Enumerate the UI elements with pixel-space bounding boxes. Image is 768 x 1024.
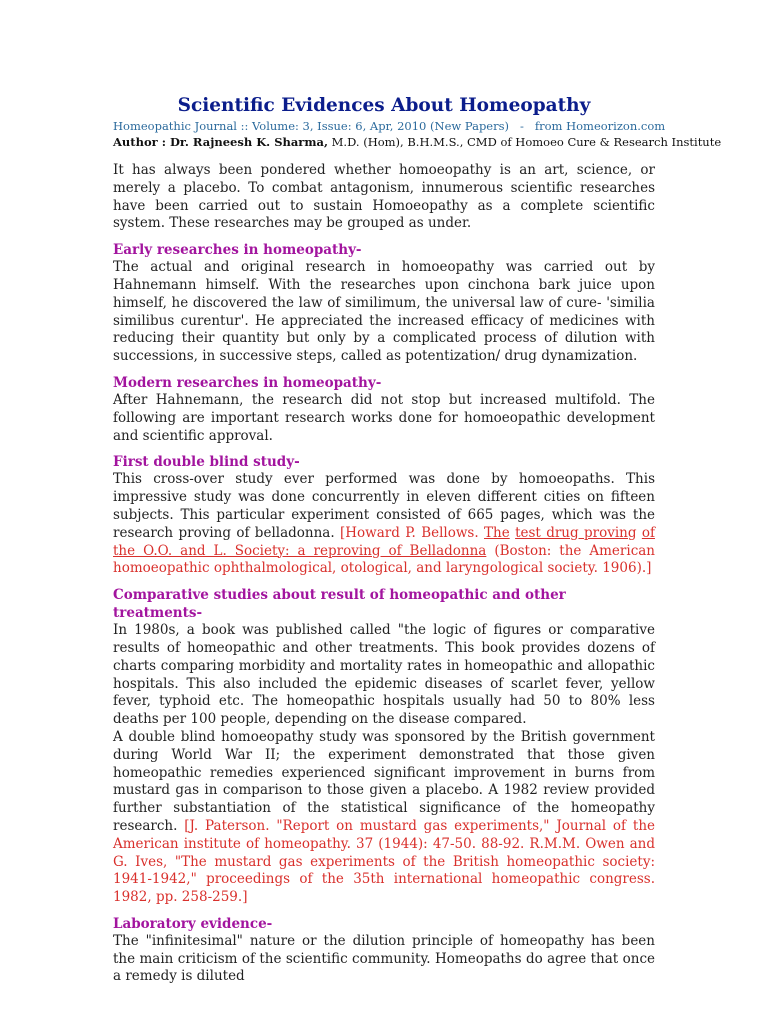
- mustard-gas-text: A double blind homoeopathy study was sponsored by the British government during World War II; the experiment demonstrated that those given homeopathic remedies experienced significant improvement in burns from mustard gas in comparison to those given a placebo. A 1982 review provided further substantiation of the statistical significance of the homeopathy research.: [113, 728, 655, 834]
- section-body-early: The actual and original research in homoeopathy was carried out by Hahnemann himself. With the researches upon cinchona bark juice upon himself, he discovered the law of similimum, the universal law of cure- 'similia similibus curentur'. He appreciated the increased efficacy of medicines with reducing their quantity but only by a complicated process of dilution with successions, in successive steps, called as potentization/ drug dynamization.: [113, 259, 655, 365]
- source-site: from Homeorizon.com: [534, 119, 666, 133]
- ref-author: [Howard P. Bellows.: [339, 524, 479, 541]
- section-heading-early: Early researches in homeopathy-: [113, 242, 362, 259]
- ref-publisher: (Boston: the American homoeopathic ophthalmological, otological, and laryngological society. 1906).]: [113, 542, 655, 577]
- paterson-reference: [J. Paterson. "Report on mustard gas experiments," Journal of the American institute of homeopathy. 37 (1944): 47-50. 88-92. R.M.M. Owen and G. Ives, "The mustard gas experiments of the British homeopathic society: 1941-1942," proceedings of the 35th international homeopathic congress. 1982, pp. 258-259.]: [113, 817, 656, 906]
- meta-separator: -: [519, 119, 524, 133]
- ref-link-the[interactable]: The: [484, 524, 510, 541]
- section-heading-double-blind: First double blind study-: [113, 454, 300, 471]
- section-body-comparative-2: [113, 729, 655, 907]
- double-blind-text: This cross-over study ever performed was done by homoeopaths. This impressive study was done concurrently in eleven different cities on fifteen subjects. This particular experiment consisted of 665 pages, which was the research proving of belladonna.: [113, 471, 655, 541]
- section-heading-modern: Modern researches in homeopathy-: [113, 374, 382, 391]
- section-heading-laboratory: Laboratory evidence-: [113, 915, 273, 932]
- ref-link-test-drug-proving[interactable]: test drug proving: [515, 524, 637, 541]
- section-body-comparative: In 1980s, a book was published called "the logic of figures or comparative results of homeopathic and other treatments. This book provides dozens of charts comparing morbidity and mortality rates in homeopathic and allopathic hospitals. This also included the epidemic diseases of scarlet fever, yellow fever, typhoid etc. The homeopathic hospitals usually had 50 to 80% less deaths per 100 people, depending on the disease compared.: [113, 622, 655, 728]
- section-heading-comparative: Comparative studies about result of homeopathic and other treatments-: [113, 587, 566, 622]
- journal-info: Homeopathic Journal :: Volume: 3, Issue: 6, Apr, 2010 (New Papers): [113, 119, 510, 133]
- author-line: [113, 134, 722, 150]
- ref-link-of[interactable]: of: [641, 524, 655, 541]
- author-credentials: M.D. (Hom), B.H.M.S., CMD of Homoeo Cure & Research Institute: [331, 135, 722, 149]
- article-title: Scientific Evidences About Homeopathy: [177, 95, 591, 116]
- author-name: Author : Dr. Rajneesh K. Sharma,: [113, 135, 328, 149]
- intro-paragraph: It has always been pondered whether homoeopathy is an art, science, or merely a placebo. To combat antagonism, innumerous scientific researches have been carried out to sustain Homoeopathy as a complete scientific system. These researches may be grouped as under.: [113, 162, 655, 232]
- ref-link-society-reproving[interactable]: the O.O. and L. Society: a reproving of Belladonna: [113, 542, 487, 559]
- section-body-double-blind: [113, 471, 655, 578]
- section-body-laboratory: The "infinitesimal" nature or the dilution principle of homeopathy has been the main criticism of the scientific community. Homeopaths do agree that once a remedy is diluted: [113, 932, 655, 985]
- section-body-modern: After Hahnemann, the research did not stop but increased multifold. The following are important research works done for homoeopathic development and scientific approval.: [113, 391, 655, 444]
- article: [113, 95, 722, 986]
- journal-meta: [113, 118, 666, 134]
